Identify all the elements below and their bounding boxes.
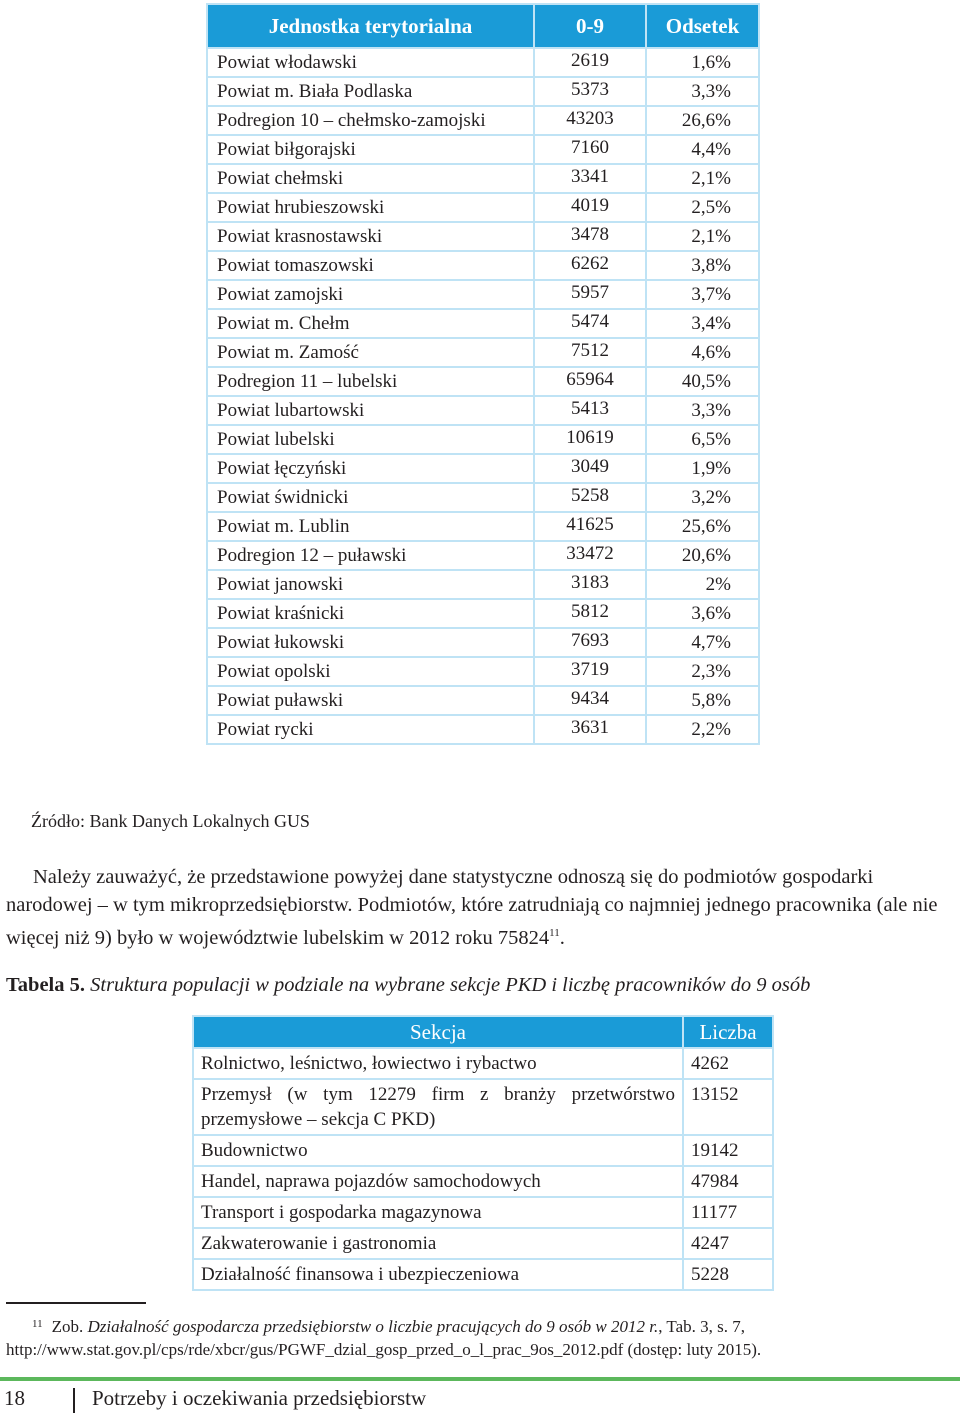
count-cell: 19142 [683, 1135, 773, 1166]
count-cell: 7160 [534, 133, 646, 162]
unit-cell: Powiat lubartowski [207, 396, 534, 425]
section-cell: Budownictwo [193, 1135, 683, 1166]
unit-cell: Powiat włodawski [207, 48, 534, 77]
unit-cell: Powiat zamojski [207, 280, 534, 309]
table-row [207, 48, 759, 77]
table-row [207, 193, 759, 222]
count-cell: 3341 [534, 162, 646, 191]
count-cell: 3049 [534, 452, 646, 481]
table-header-row [193, 1016, 773, 1048]
table-row [207, 106, 759, 135]
header-percent: Odsetek [646, 4, 759, 48]
page-number: 18 [4, 1386, 25, 1410]
table-row [207, 512, 759, 541]
percent-cell: 2,1% [646, 222, 759, 251]
percent-cell: 1,6% [646, 48, 759, 77]
table-row [193, 1228, 773, 1259]
table-row [207, 280, 759, 309]
table-row [207, 222, 759, 251]
footnote-prefix: Zob. [51, 1317, 84, 1336]
count-cell: 9434 [534, 684, 646, 713]
body-paragraph [6, 863, 960, 952]
unit-cell: Powiat m. Biała Podlaska [207, 77, 534, 106]
count-cell: 5258 [534, 481, 646, 510]
caption-text: Struktura populacji w podziale na wybrane sekcje PKD i liczbę pracowników do 9 osób [90, 974, 811, 996]
count-cell: 5957 [534, 278, 646, 307]
percent-cell: 4,4% [646, 135, 759, 164]
percent-cell: 2% [646, 570, 759, 599]
table-row [207, 628, 759, 657]
table-row [193, 1197, 773, 1228]
percent-cell: 2,3% [646, 657, 759, 686]
percent-cell: 3,3% [646, 77, 759, 106]
percent-cell: 2,2% [646, 715, 759, 744]
count-cell: 4019 [534, 191, 646, 220]
section-cell: Handel, naprawa pojazdów samochodowych [193, 1166, 683, 1197]
table-row [207, 715, 759, 744]
count-cell: 7693 [534, 626, 646, 655]
count-cell: 4247 [683, 1228, 773, 1259]
source-note: Źródło: Bank Danych Lokalnych GUS [31, 811, 310, 831]
table-row [193, 1079, 773, 1135]
percent-cell: 3,7% [646, 280, 759, 309]
header-section: Sekcja [193, 1016, 683, 1048]
unit-cell: Powiat rycki [207, 715, 534, 744]
table-row [193, 1135, 773, 1166]
table-row [207, 309, 759, 338]
table-header-row [207, 4, 759, 48]
count-cell: 13152 [683, 1079, 773, 1135]
percent-cell: 2,1% [646, 164, 759, 193]
footnote-title: Działalność gospodarcza przedsiębiorstw o liczbie pracujących do 9 osób w 2012 r. [87, 1317, 659, 1336]
footnote-ref[interactable]: 11 [549, 927, 560, 939]
section-cell: Przemysł (w tym 12279 firm z branży przetwórstwo przemysłowe – sekcja C PKD) [193, 1079, 683, 1135]
count-cell: 65964 [534, 365, 646, 394]
table-row [193, 1259, 773, 1290]
footnote [6, 1313, 960, 1361]
table-row [207, 77, 759, 106]
count-cell: 47984 [683, 1166, 773, 1197]
count-cell: 10619 [534, 423, 646, 452]
percent-cell: 25,6% [646, 512, 759, 541]
section-cell: Zakwaterowanie i gastronomia [193, 1228, 683, 1259]
footer-title: Potrzeby i oczekiwania przedsiębiorstw [92, 1386, 427, 1410]
count-cell: 5812 [534, 597, 646, 626]
percent-cell: 3,8% [646, 251, 759, 280]
unit-cell: Powiat krasnostawski [207, 222, 534, 251]
count-cell: 5228 [683, 1259, 773, 1290]
unit-cell: Powiat łęczyński [207, 454, 534, 483]
section-cell: Działalność finansowa i ubezpieczeniowa [193, 1259, 683, 1290]
percent-cell: 3,2% [646, 483, 759, 512]
table-row [207, 338, 759, 367]
table-row [193, 1048, 773, 1079]
table-row [207, 454, 759, 483]
unit-cell: Powiat m. Chełm [207, 309, 534, 338]
header-unit: Jednostka terytorialna [207, 4, 534, 48]
unit-cell: Powiat lubelski [207, 425, 534, 454]
section-cell: Transport i gospodarka magazynowa [193, 1197, 683, 1228]
count-cell: 4262 [683, 1048, 773, 1079]
count-cell: 6262 [534, 249, 646, 278]
table-row [207, 483, 759, 512]
unit-cell: Podregion 11 – lubelski [207, 367, 534, 396]
count-cell: 3631 [534, 713, 646, 742]
table-row [207, 251, 759, 280]
paragraph-end: . [559, 926, 565, 949]
percent-cell: 6,5% [646, 425, 759, 454]
count-cell: 41625 [534, 510, 646, 539]
percent-cell: 3,6% [646, 599, 759, 628]
paragraph-text: Należy zauważyć, że przedstawione powyżej dane statystyczne odnoszą się do podmiotów gospodarki narodowej – w tym mikroprzedsiębiorstw. Podmiotów, które zatrudniają co najmniej jednego pracownika (ale nie więcej niż 9) było w województwie lubelskim w 2012 roku 75824 [6, 866, 938, 949]
footnote-number: 11 [32, 1318, 43, 1330]
table-row [207, 425, 759, 454]
unit-cell: Podregion 12 – puławski [207, 541, 534, 570]
table-row [207, 135, 759, 164]
count-cell: 11177 [683, 1197, 773, 1228]
unit-cell: Powiat hrubieszowski [207, 193, 534, 222]
unit-cell: Podregion 10 – chełmsko-zamojski [207, 106, 534, 135]
unit-cell: Powiat chełmski [207, 164, 534, 193]
unit-cell: Powiat janowski [207, 570, 534, 599]
table-row [207, 541, 759, 570]
unit-cell: Powiat opolski [207, 657, 534, 686]
section-cell: Rolnictwo, leśnictwo, łowiectwo i rybactwo [193, 1048, 683, 1079]
count-cell: 3183 [534, 568, 646, 597]
count-cell: 7512 [534, 336, 646, 365]
header-count: Liczba [683, 1016, 773, 1048]
unit-cell: Powiat puławski [207, 686, 534, 715]
count-cell: 5474 [534, 307, 646, 336]
footer-rule [0, 1377, 960, 1381]
header-age-0-9: 0-9 [534, 4, 646, 48]
unit-cell: Powiat kraśnicki [207, 599, 534, 628]
table-row [207, 570, 759, 599]
percent-cell: 26,6% [646, 106, 759, 135]
footer-separator [73, 1388, 75, 1413]
unit-cell: Powiat m. Lublin [207, 512, 534, 541]
footnote-rest: , Tab. 3, s. 7, http://www.stat.gov.pl/cps/rde/xbcr/gus/PGWF_dzial_gosp_przed_o_l_prac_9os_2012.pdf (dostęp: luty 2015). [6, 1317, 762, 1359]
pkd-sections-table [192, 1015, 774, 1291]
count-cell: 43203 [534, 104, 646, 133]
unit-cell: Powiat biłgorajski [207, 135, 534, 164]
count-cell: 33472 [534, 539, 646, 568]
table-row [207, 367, 759, 396]
percent-cell: 3,3% [646, 396, 759, 425]
footnote-divider [6, 1302, 146, 1304]
percent-cell: 5,8% [646, 686, 759, 715]
percent-cell: 40,5% [646, 367, 759, 396]
count-cell: 5373 [534, 75, 646, 104]
percent-cell: 20,6% [646, 541, 759, 570]
unit-cell: Powiat tomaszowski [207, 251, 534, 280]
percent-cell: 3,4% [646, 309, 759, 338]
population-table [206, 3, 760, 745]
table-row [207, 686, 759, 715]
table-row [193, 1166, 773, 1197]
table-row [207, 599, 759, 628]
percent-cell: 2,5% [646, 193, 759, 222]
count-cell: 3478 [534, 220, 646, 249]
percent-cell: 4,7% [646, 628, 759, 657]
count-cell: 5413 [534, 394, 646, 423]
table-caption [6, 974, 810, 997]
percent-cell: 1,9% [646, 454, 759, 483]
unit-cell: Powiat m. Zamość [207, 338, 534, 367]
count-cell: 2619 [534, 46, 646, 75]
percent-cell: 4,6% [646, 338, 759, 367]
table-row [207, 657, 759, 686]
unit-cell: Powiat świdnicki [207, 483, 534, 512]
unit-cell: Powiat łukowski [207, 628, 534, 657]
count-cell: 3719 [534, 655, 646, 684]
caption-label: Tabela 5. [6, 974, 85, 996]
table-row [207, 396, 759, 425]
table-row [207, 164, 759, 193]
